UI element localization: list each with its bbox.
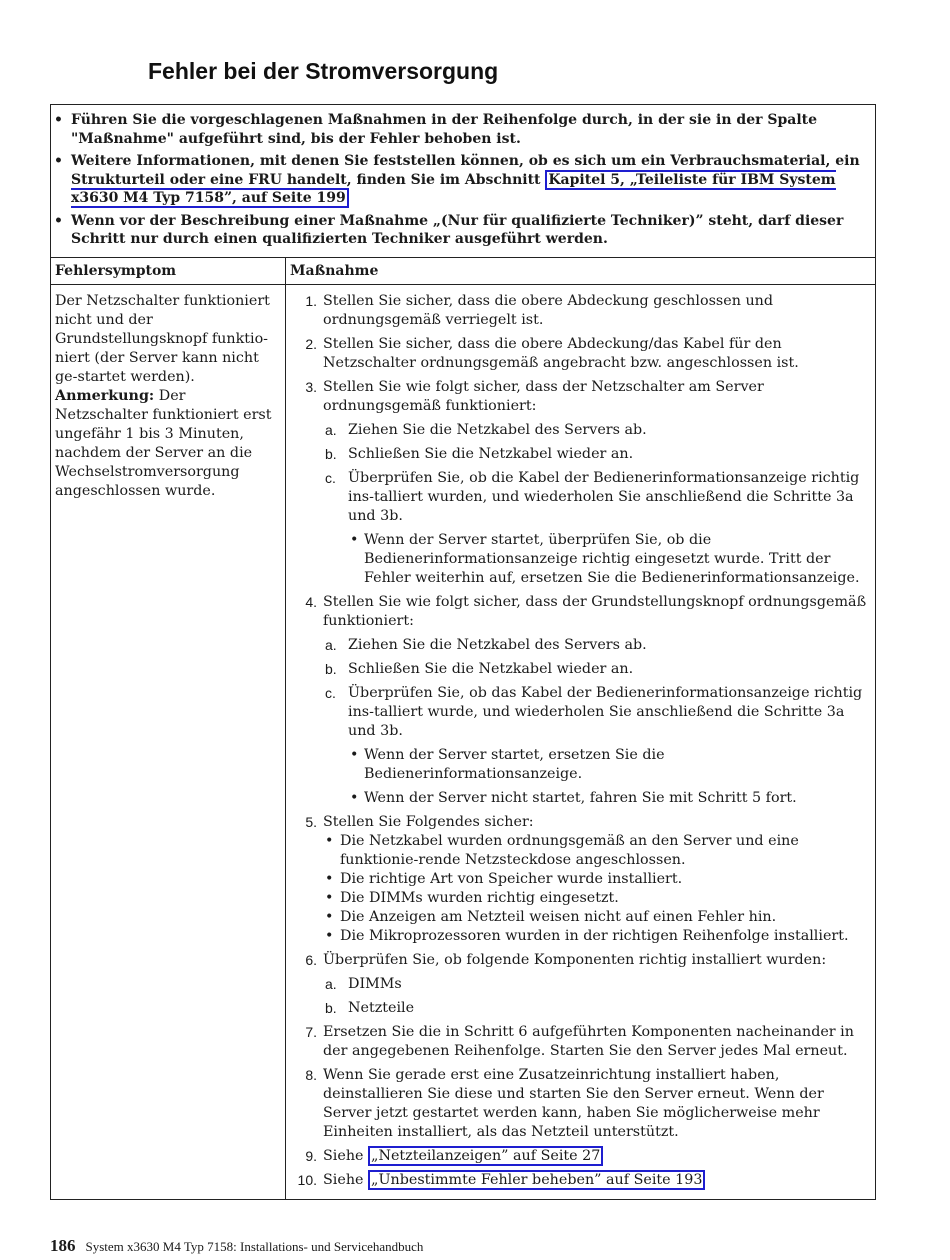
step-8: 8. Wenn Sie gerade erst eine Zusatzeinrichtung installiert haben, deinstallieren Sie diese und starten Sie den Server erneut. Wenn der Server jetzt gestartet werden kann, haben Sie möglicherweise mehr Einheiten installiert, als das Netzteil unterstützt. bbox=[305, 1066, 824, 1140]
step-6a: a. DIMMs bbox=[325, 975, 402, 992]
note-item: • Führen Sie die vorgeschlagenen Maßnahmen in der Reihenfolge durch, in der sie in der Spalte "Maßnahme" aufgeführt sind, bis der Fehler behoben ist. bbox=[51, 111, 865, 148]
step-4c: c. Überprüfen Sie, ob das Kabel der Bedienerinformationsanzeige richtig ins-talliert wurde, und wiederholen Sie anschließend die Schritte 3a und 3b. • Wenn der Server startet, ersetzen Sie die Bedienerinformationsanzeige. • Wenn der Server nicht startet, fahren Sie mit Schritt 5 fort. bbox=[323, 684, 869, 808]
list-item: • Die DIMMs wurden richtig eingesetzt. bbox=[323, 889, 869, 908]
step-6: 6. Überprüfen Sie, ob folgende Komponenten richtig installiert wurden: a. DIMMs b. Netzteile bbox=[292, 951, 869, 1018]
step-3a: a. Ziehen Sie die Netzkabel des Servers ab. bbox=[325, 421, 647, 438]
list-item: • Wenn der Server startet, überprüfen Sie, ob die Bedienerinformationsanzeige richtig eingesetzt wurde. Tritt der Fehler weiterhin auf, ersetzen Sie die Bedienerinformationsanzeige. bbox=[348, 531, 869, 588]
step-5: 5. Stellen Sie Folgendes sicher: • Die Netzkabel wurden ordnungsgemäß an den Server und eine funktionie-rende Netzsteckdose angeschlossen. • Die richtige Art von Speicher wurde installiert. • Die DIMMs wurden richtig eingesetzt. • Die Anzeigen am Netzteil weisen nicht auf einen Fehler hin. • Die Mikroprozessoren wurden in der richtigen Reihenfolge installiert. bbox=[292, 813, 869, 946]
note-item: • Weitere Informationen, mit denen Sie feststellen können, ob es sich um ein Verbrauchsmaterial, ein Strukturteil oder eine FRU handelt, finden Sie im Abschnitt Kapitel 5, „Teileliste für IBM System x3630 M4 Typ 7158”, auf Seite 199 bbox=[51, 152, 865, 208]
list-item: • Wenn der Server nicht startet, fahren Sie mit Schritt 5 fort. bbox=[348, 789, 869, 808]
step-4: 4. Stellen Sie wie folgt sicher, dass der Grundstellungsknopf ordnungsgemäß funktioniert: a. Ziehen Sie die Netzkabel des Servers ab. b. Schließen Sie die Netzkabel wieder an. c. Überprüfen Sie, ob das Kabel der Bedienerinformationsanzeige richtig ins-talliert wurde, und wiederholen Sie anschließend die Schritte 3a und 3b. • Wenn der Server startet, ersetzen Sie die Bedienerinformationsanzeige. • Wenn der Server nicht startet, fahren Sie mit Schritt 5 fort. bbox=[292, 593, 869, 808]
column-header-symptom: Fehlersymptom bbox=[51, 258, 286, 285]
list-item: • Die Anzeigen am Netzteil weisen nicht auf einen Fehler hin. bbox=[323, 908, 869, 927]
footer-text: System x3630 M4 Typ 7158: Installations- und Servicehandbuch bbox=[85, 1239, 424, 1254]
step-9: 9. Siehe „Netzteilanzeigen” auf Seite 27 bbox=[292, 1147, 869, 1166]
parts-list-link[interactable]: Kapitel 5, „Teileliste für IBM System x3630 M4 Typ 7158”, auf Seite 199 bbox=[71, 171, 836, 206]
page-number: 186 bbox=[50, 1236, 76, 1255]
step-2: 2. Stellen Sie sicher, dass die obere Abdeckung/das Kabel für den Netzschalter ordnungsgemäß angebracht bzw. angeschlossen ist. bbox=[305, 335, 799, 371]
list-item: • Die richtige Art von Speicher wurde installiert. bbox=[323, 870, 869, 889]
list-item: • Die Mikroprozessoren wurden in der richtigen Reihenfolge installiert. bbox=[323, 927, 869, 946]
step-10: 10. Siehe „Unbestimmte Fehler beheben” auf Seite 193 bbox=[292, 1171, 869, 1190]
table-row bbox=[51, 284, 875, 1199]
action-cell bbox=[286, 284, 876, 1199]
instructions-notes bbox=[51, 105, 875, 258]
step-4b: b. Schließen Sie die Netzkabel wieder an. bbox=[325, 660, 634, 677]
page-title: Fehler bei der Stromversorgung bbox=[148, 58, 499, 84]
step-3: 3. Stellen Sie wie folgt sicher, dass der Netzschalter am Server ordnungsgemäß funktioniert: a. Ziehen Sie die Netzkabel des Servers ab. b. Schließen Sie die Netzkabel wieder an. c. Überprüfen Sie, ob die Kabel der Bedienerinformationsanzeige richtig ins-talliert wurden, und wiederholen Sie anschließend die Schritte 3a und 3b. • Wenn der Server startet, überprüfen Sie, ob die Bedienerinformationsanzeige richtig eingesetzt wurde. Tritt der Fehler weiterhin auf, ersetzen Sie die Bedienerinformationsanzeige. bbox=[292, 378, 869, 588]
step-3c: c. Überprüfen Sie, ob die Kabel der Bedienerinformationsanzeige richtig ins-talliert wurden, und wiederholen Sie anschließend die Schritte 3a und 3b. • Wenn der Server startet, überprüfen Sie, ob die Bedienerinformationsanzeige richtig eingesetzt wurde. Tritt der Fehler weiterhin auf, ersetzen Sie die Bedienerinformationsanzeige. bbox=[323, 469, 869, 588]
note-item: • Wenn vor der Beschreibung einer Maßnahme „(Nur für qualifizierte Techniker)” steht, darf dieser Schritt nur durch einen qualifizierten Techniker ausgeführt werden. bbox=[51, 212, 865, 249]
problem-table bbox=[50, 104, 876, 1200]
page-footer bbox=[50, 1236, 423, 1256]
list-item: • Die Netzkabel wurden ordnungsgemäß an den Server und eine funktionie-rende Netzsteckdose angeschlossen. bbox=[323, 832, 869, 870]
symptom-action-table bbox=[51, 258, 875, 1199]
column-header-action: Maßnahme bbox=[286, 258, 876, 285]
list-item: • Wenn der Server startet, ersetzen Sie die Bedienerinformationsanzeige. bbox=[348, 746, 869, 784]
step-7: 7. Ersetzen Sie die in Schritt 6 aufgeführten Komponenten nacheinander in der angegebenen Reihenfolge. Starten Sie den Server jedes Mal erneut. bbox=[305, 1023, 854, 1059]
step-3b: b. Schließen Sie die Netzkabel wieder an. bbox=[325, 445, 634, 462]
step-1: 1. Stellen Sie sicher, dass die obere Abdeckung geschlossen und ordnungsgemäß verriegelt ist. bbox=[305, 292, 774, 328]
power-supply-leds-link[interactable]: „Netzteilanzeigen” auf Seite 27 bbox=[368, 1146, 603, 1166]
remark-label: Anmerkung: bbox=[55, 387, 155, 404]
step-4a: a. Ziehen Sie die Netzkabel des Servers ab. bbox=[325, 636, 647, 653]
undetermined-problems-link[interactable]: „Unbestimmte Fehler beheben” auf Seite 193 bbox=[368, 1170, 705, 1190]
step-6b: b. Netzteile bbox=[325, 999, 415, 1016]
symptom-cell: Der Netzschalter funktioniert nicht und der Grundstellungsknopf funktio-niert (der Server kann nicht ge-startet werden). Anmerkung: Der Netzschalter funktioniert erst ungefähr 1 bis 3 Minuten, nachdem der Server an die Wechselstromversorgung angeschlossen wurde. bbox=[51, 284, 286, 1199]
